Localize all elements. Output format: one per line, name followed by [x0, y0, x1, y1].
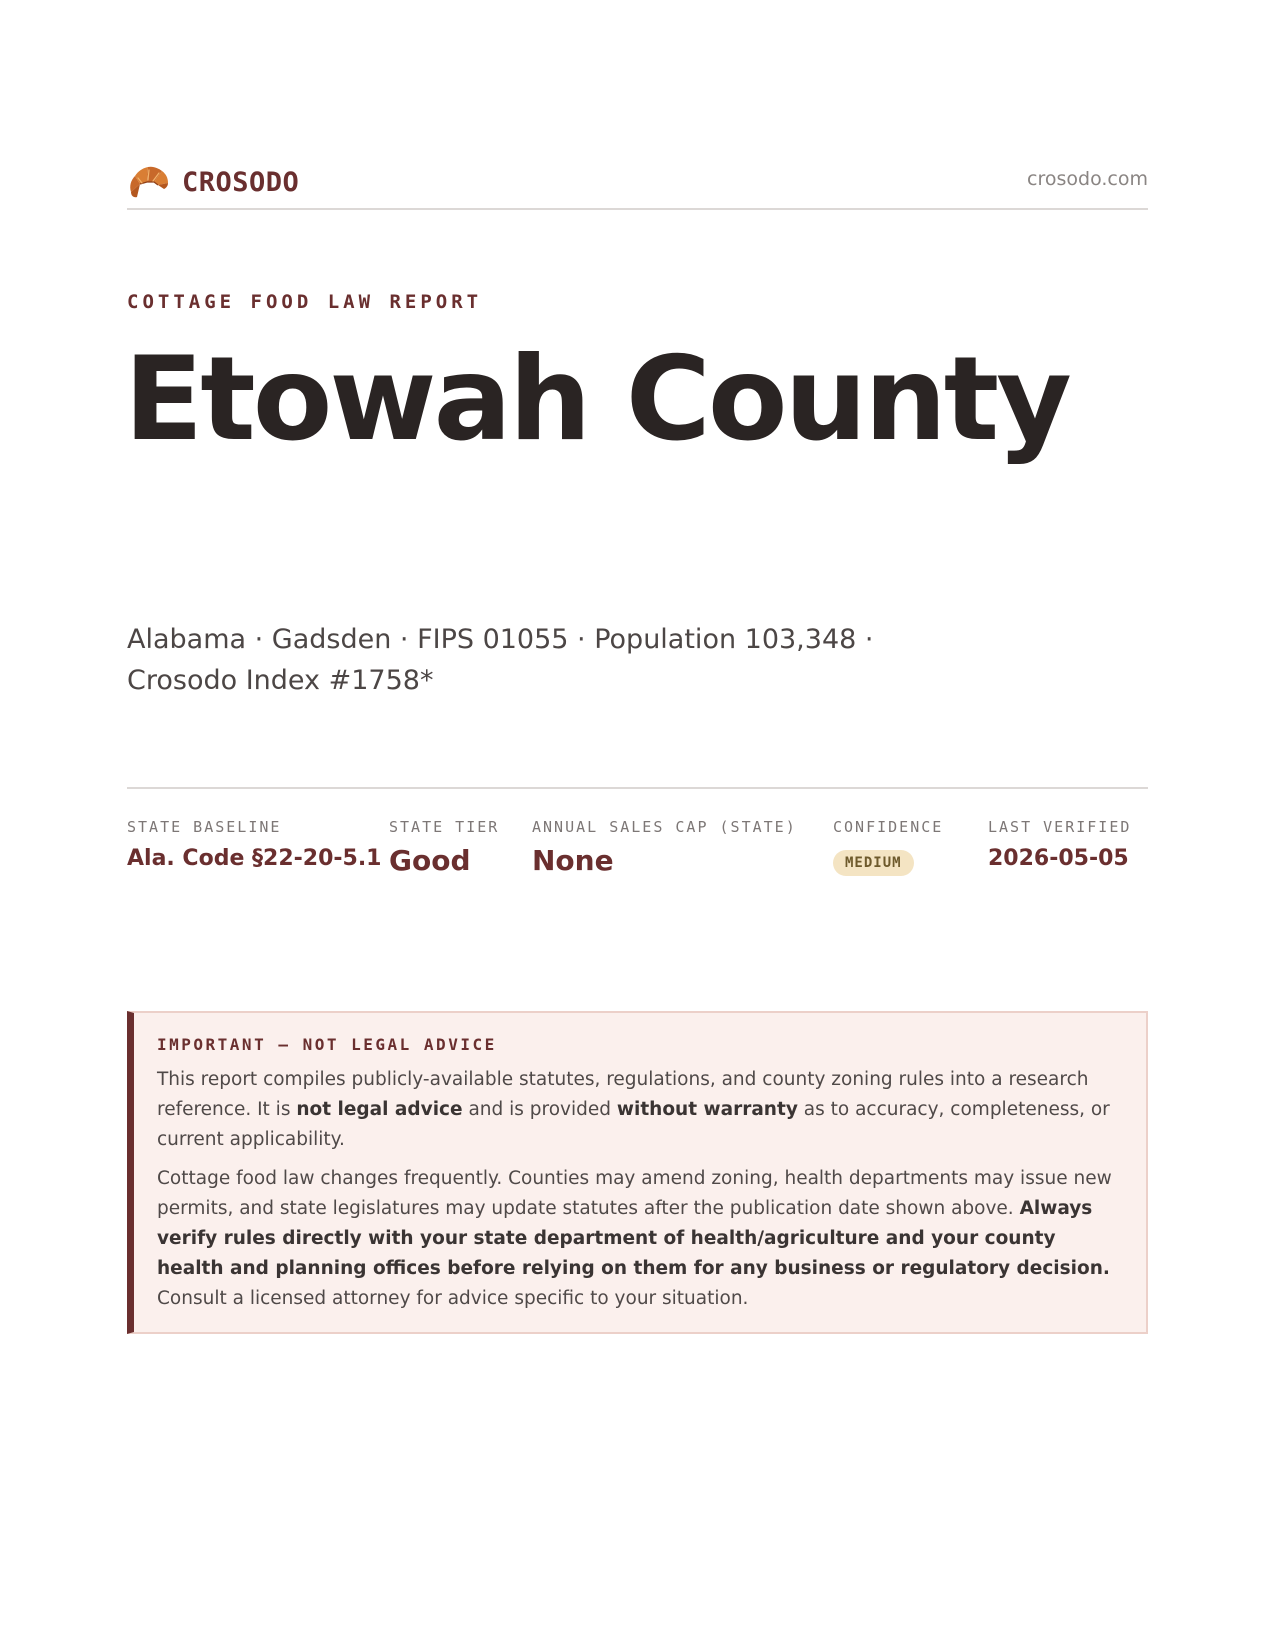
notice-text: and is provided: [462, 1099, 617, 1120]
notice-emphasis: without warranty: [616, 1099, 798, 1120]
legal-notice: [127, 1011, 1148, 1334]
stat-last-verified: [988, 818, 1131, 871]
stat-confidence: [833, 818, 943, 876]
stat-value: None: [532, 844, 614, 877]
stats-row: [127, 818, 1148, 898]
notice-emphasis: not legal advice: [296, 1099, 463, 1120]
report-subtitle: Alabama · Gadsden · FIPS 01055 · Population 103,348 · Crosodo Index #1758*: [127, 624, 874, 696]
stat-value: 2026-05-05: [988, 846, 1129, 871]
notice-paragraph: [157, 1065, 1120, 1155]
page-header: [127, 156, 1148, 210]
page-title: Etowah County: [124, 332, 1069, 467]
notice-text: as to accuracy, completeness, or current applicability.: [157, 1099, 1110, 1150]
notice-text: Cottage food law changes frequently. Counties may amend zoning, health departments may issue new permits, and state legislatures may update statutes after the publication date shown above.: [157, 1168, 1112, 1219]
brand[interactable]: [127, 162, 299, 202]
stat-label: LAST VERIFIED: [988, 818, 1132, 836]
stat-label: STATE BASELINE: [127, 818, 282, 836]
notice-text: This report compiles publicly-available statutes, regulations, and county zoning rules into a research reference. It is: [157, 1069, 1089, 1120]
site-url-link[interactable]: crosodo.com: [1027, 168, 1148, 190]
croissant-icon: [127, 162, 171, 202]
stat-state-baseline: [127, 818, 381, 871]
confidence-badge: MEDIUM: [833, 850, 914, 876]
divider: [127, 787, 1148, 789]
stat-annual-sales-cap: [532, 818, 797, 877]
stat-label: CONFIDENCE: [833, 818, 944, 836]
brand-name: CROSODO: [182, 166, 300, 198]
notice-emphasis: Always verify rules directly with your state department of health/agriculture and your county health and planning offices before relying on them for any business or regulatory decision.: [157, 1198, 1110, 1279]
notice-heading: IMPORTANT — NOT LEGAL ADVICE: [157, 1035, 497, 1054]
stat-value: Ala. Code §22-20-5.1: [127, 846, 382, 871]
notice-text: Consult a licensed attorney for advice specific to your situation.: [157, 1288, 749, 1309]
notice-paragraph: [157, 1164, 1120, 1314]
stat-label: ANNUAL SALES CAP (STATE): [532, 818, 797, 836]
stat-state-tier: [389, 818, 499, 877]
stat-value: Good: [389, 844, 471, 877]
report-eyebrow: COTTAGE FOOD LAW REPORT: [127, 291, 483, 313]
stat-label: STATE TIER: [389, 818, 500, 836]
